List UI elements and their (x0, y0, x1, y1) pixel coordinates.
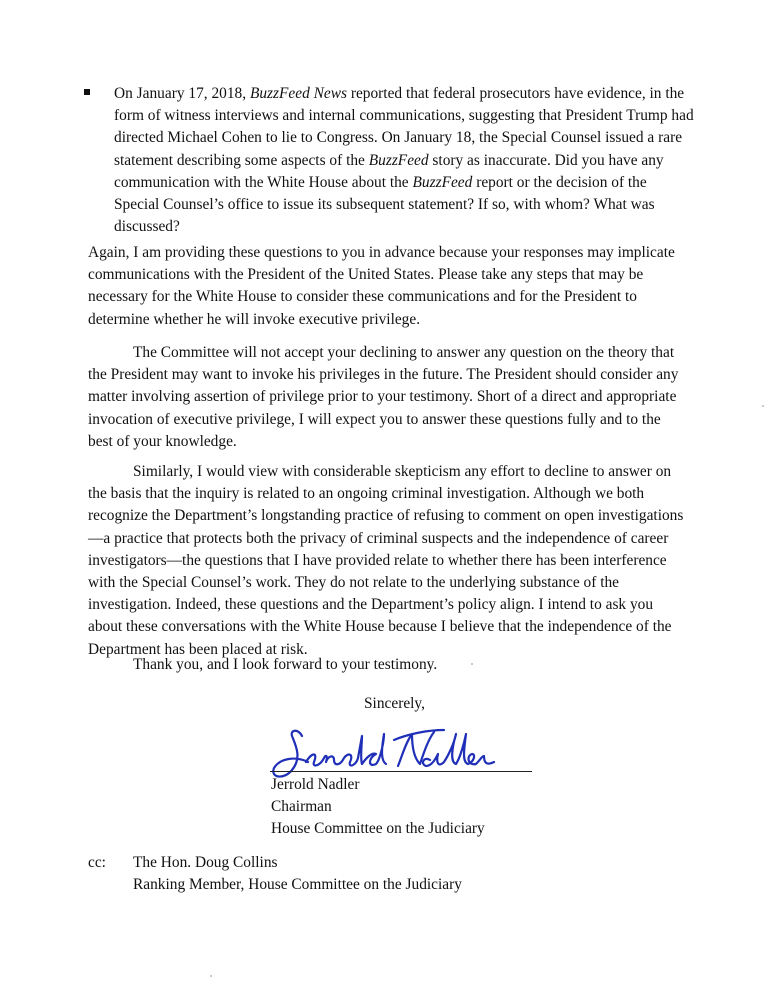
handwritten-signature (262, 722, 502, 782)
bullet-item-text (114, 83, 694, 238)
paragraph-committee: The Committee will not accept your declining to answer any question on the theory that the President may want to invoke his privileges in the future. The President should consider any matter involving assertion of privilege prior to your testimony. Short of a direct and appropriate invocation of executive privilege, I will expect you to answer these questions fully and to the best of your knowledge. (88, 344, 679, 450)
italic-title: BuzzFeed (412, 173, 473, 191)
italic-title: BuzzFeed (368, 151, 429, 169)
bullet-item (84, 83, 694, 238)
signatory-title: Chairman (271, 798, 332, 815)
bullet-text-segment: On January 17, 2018, (114, 85, 250, 102)
bullet-text-segment: reported that federal prosecutors have evidence, in the form of witness interviews and internal communications, suggesting that President Trump had directed Michael Cohen to lie to Congress. On January 18, the Special Counsel issued a rare statement describing some aspects of the (114, 85, 694, 169)
bullet-text-segment: report or the decision of the Special Counsel’s office to issue its subsequent statement? If so, with whom? What was discussed? (114, 173, 655, 236)
signature-line (270, 771, 532, 772)
cc-label: cc: (88, 854, 106, 871)
bullet-text-segment: story as inaccurate. Did you have any communication with the White House about the (114, 151, 664, 191)
italic-title: BuzzFeed News (249, 85, 347, 102)
paragraph-skepticism: Similarly, I would view with considerable skepticism any effort to decline to answer on the basis that the inquiry is related to an ongoing criminal investigation. Although we both recognize the Department’s longstanding practice of refusing to comment on open investigations—a practice that protects both the privacy of criminal suspects and the independence of career investigators—the questions that I have provided relate to whether there has been interference with the Special Counsel’s work. They do not relate to the underlying substance of the investigation. Indeed, these questions and the Department’s policy align. I intend to ask you about these conversations with the White House because I believe that the independence of the Department has been placed at risk. (88, 463, 684, 658)
bullet-marker (84, 89, 90, 95)
signatory-committee: House Committee on the Judiciary (271, 820, 485, 837)
signatory-name: Jerrold Nadler (271, 776, 360, 793)
scan-speck (762, 405, 764, 407)
valediction: Sincerely, (364, 695, 425, 712)
closing-thanks: Thank you, and I look forward to your testimony. (133, 656, 438, 673)
cc-role: Ranking Member, House Committee on the Judiciary (133, 876, 462, 893)
paragraph-advance: Again, I am providing these questions to you in advance because your responses may implicate communications with the President of the United States. Please take any steps that may be necessary for the White House to consider these communications and for the President to determine whether he will invoke executive privilege. (88, 244, 675, 328)
scan-speck (471, 663, 473, 665)
scan-speck (210, 975, 212, 977)
cc-name: The Hon. Doug Collins (133, 854, 278, 871)
